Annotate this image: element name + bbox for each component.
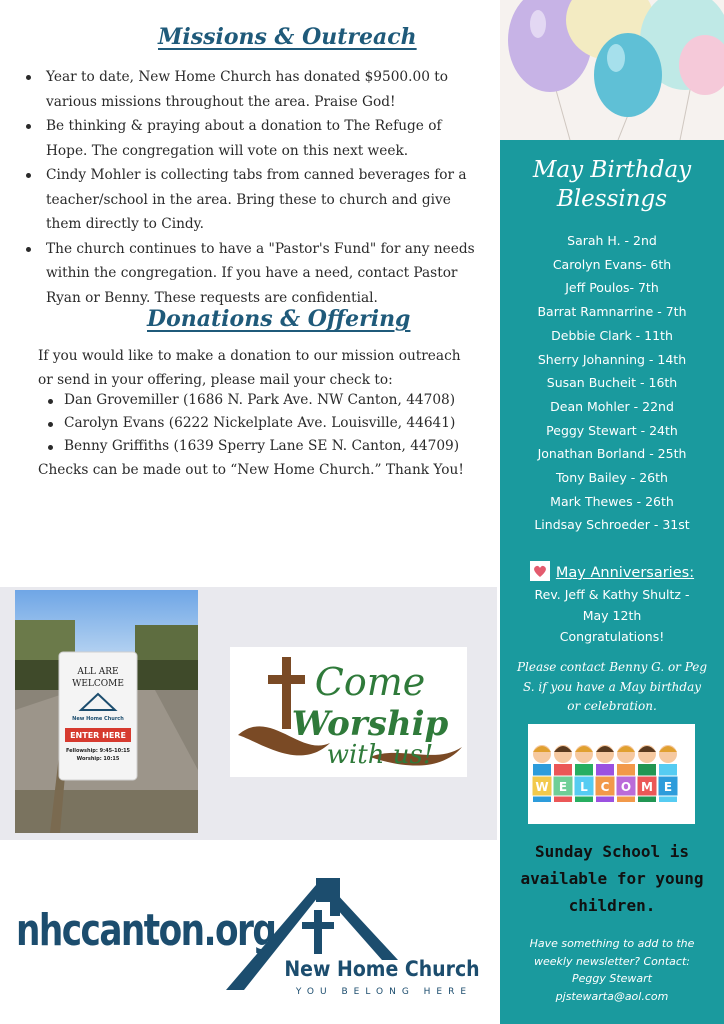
- welcome-sign-photo-graphic: [15, 590, 198, 833]
- birthday-heading-line: Blessings: [556, 186, 668, 212]
- birthday-heading: [500, 156, 724, 214]
- come-worship-with-us-logo: [230, 647, 467, 777]
- list-item: The church continues to have a "Pastor's Fund" for any needs within the congregation. If you have a need, contact Pastor Ryan or Benny. These requests are confidential.: [24, 237, 484, 311]
- kid-hair: [575, 746, 593, 752]
- anniversary-heading: [500, 561, 724, 581]
- newsletter-contact: [516, 935, 708, 1005]
- anniversary-line: May 12th: [582, 608, 642, 623]
- welcome-letter: E: [663, 780, 673, 794]
- list-item: Sarah H. - 2nd: [567, 233, 657, 248]
- list-item: Be thinking & praying about a donation to The Refuge of Hope. The congregation will vote on this next week.: [24, 114, 484, 163]
- svg-text:New Home Church: New Home Church: [284, 956, 480, 982]
- svg-text:YOU BELONG HERE: YOU BELONG HERE: [295, 987, 473, 997]
- svg-text:New Home Church: New Home Church: [72, 716, 124, 722]
- list-item: Year to date, New Home Church has donated $9500.00 to various missions throughout the area. Praise God!: [24, 65, 484, 114]
- donations-heading: Donations & Offering: [147, 306, 411, 332]
- missions-heading: Missions & Outreach: [158, 24, 417, 50]
- come-worship-graphic: [230, 647, 467, 777]
- kid-hair: [617, 746, 635, 752]
- welcome-letter: W: [535, 780, 549, 794]
- contact-note: Please contact Benny G. or Peg S. if you have a May birthday or celebration.: [516, 660, 708, 713]
- donations-intro: If you would like to make a donation to our mission outreach or send in your offering, please mail your check to:: [38, 348, 461, 388]
- list-item: Susan Bucheit - 16th: [546, 375, 678, 391]
- house-cross-logo: [222, 872, 486, 1000]
- donations-outro: Checks can be made out to “New Home Church.” Thank You!: [38, 462, 464, 478]
- sunday-school-line: available for young: [520, 869, 704, 888]
- welcome-kids-image: [528, 724, 695, 824]
- list-item: Lindsay Schroeder - 31st: [534, 517, 690, 533]
- svg-text:Come: Come: [314, 660, 426, 704]
- list-item: Debbie Clark - 11th: [551, 327, 673, 343]
- svg-text:with us!: with us!: [326, 740, 434, 770]
- list-item: Dean Mohler - 22nd: [550, 398, 674, 414]
- missions-list: [24, 65, 484, 310]
- svg-text:Fellowship: 9:45-10:15: Fellowship: 9:45-10:15: [65, 748, 131, 754]
- svg-text:Worship: 10:15: Worship: 10:15: [76, 756, 120, 762]
- cross-icon: [314, 910, 322, 954]
- welcome-letter: C: [600, 780, 610, 794]
- heart-icon: [530, 561, 550, 581]
- kid-hair: [596, 746, 614, 752]
- list-item: Dan Grovemiller (1686 N. Park Ave. NW Canton, 44708): [38, 389, 478, 412]
- list-item: Tony Bailey - 26th: [556, 470, 668, 486]
- svg-text:ENTER HERE: ENTER HERE: [70, 731, 126, 740]
- list-item: Carolyn Evans (6222 Nickelplate Ave. Louisville, 44641): [38, 412, 478, 435]
- kid-hair: [554, 746, 572, 752]
- anniversary-line: Congratulations!: [559, 629, 665, 644]
- sunday-school-note: [500, 838, 724, 919]
- welcome-kids-graphic: [528, 724, 695, 824]
- list-item: Carolyn Evans- 6th: [552, 256, 672, 272]
- welcome-letter: M: [641, 780, 653, 794]
- website-url[interactable]: nhccanton.org: [16, 905, 276, 956]
- welcome-letter: O: [620, 780, 632, 794]
- svg-text:ALL ARE: ALL ARE: [77, 667, 119, 677]
- welcome-sign-photo: [15, 590, 198, 833]
- contact-email[interactable]: pjstewarta@aol.com: [555, 989, 669, 1003]
- newsletter-line: Peggy Stewart: [571, 972, 652, 985]
- anniversary-line: Rev. Jeff & Kathy Shultz -: [534, 587, 690, 602]
- list-item: Jonathan Borland - 25th: [537, 446, 687, 462]
- anniversary-details: [500, 584, 724, 647]
- list-item: Mark Thewes - 26th: [550, 493, 674, 509]
- list-item: Benny Griffiths (1639 Sperry Lane SE N. Canton, 44709): [38, 435, 478, 458]
- sunday-school-line: Sunday School is: [534, 842, 690, 861]
- newsletter-line: Have something to add to the: [529, 937, 695, 950]
- svg-text:Worship: Worship: [291, 704, 449, 744]
- list-item: Cindy Mohler is collecting tabs from canned beverages for a teacher/school in the area. Bring these to church and give them directly to Cindy.: [24, 163, 484, 237]
- mailing-address-list: [38, 389, 478, 458]
- kid-hair: [659, 746, 677, 752]
- a-frame-sign: [59, 652, 137, 780]
- list-item: Peggy Stewart - 24th: [546, 422, 678, 438]
- anniversary-title: May Anniversaries:: [555, 565, 695, 581]
- new-home-church-logo: [222, 872, 486, 1000]
- list-item: Jeff Poulos- 7th: [565, 280, 659, 296]
- birthday-list: [500, 229, 724, 537]
- newsletter-line: weekly newsletter? Contact:: [533, 954, 690, 968]
- balloons-image: [500, 0, 724, 140]
- kid-hair: [533, 746, 551, 752]
- sunday-school-line: children.: [568, 896, 656, 915]
- svg-text:WELCOME: WELCOME: [72, 679, 124, 689]
- cross-icon: [282, 657, 291, 729]
- welcome-letter: E: [558, 780, 568, 794]
- list-item: Sherry Johanning - 14th: [537, 351, 687, 367]
- welcome-letter: L: [580, 780, 588, 794]
- balloons-graphic: [500, 0, 724, 140]
- kid-hair: [638, 746, 656, 752]
- birthday-heading-line: May Birthday: [532, 157, 692, 183]
- list-item: Barrat Ramnarrine - 7th: [537, 304, 687, 320]
